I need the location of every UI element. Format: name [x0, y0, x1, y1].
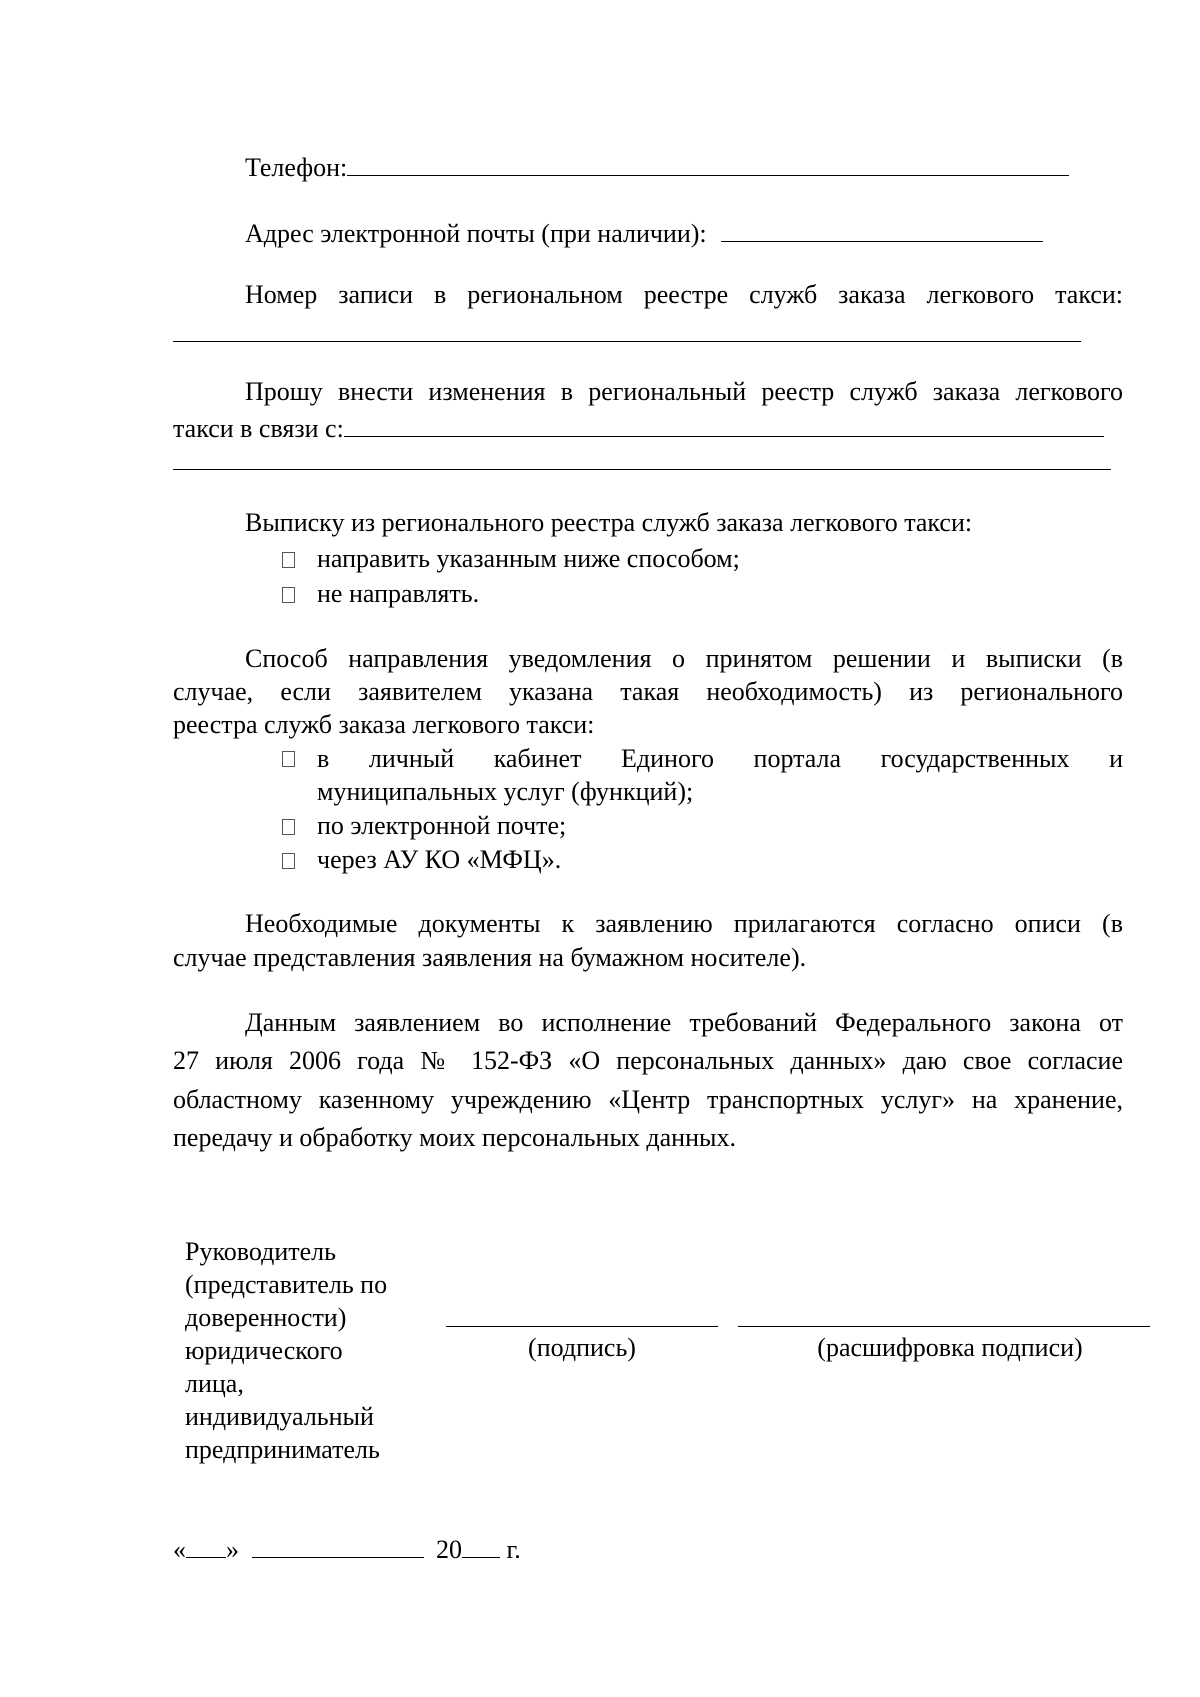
phone-row	[173, 149, 1123, 184]
email-input-line[interactable]	[721, 215, 1043, 242]
change-request-line1: Прошу внести изменения в региональный реестр служб заказа легкового	[245, 377, 1123, 406]
date-year-suffix: г.	[506, 1535, 521, 1564]
email-row	[173, 215, 1123, 250]
extract-option-send[interactable]	[282, 543, 740, 575]
notification-method-line1: Способ направления уведомления о принятом решении и выписки (в	[245, 644, 1123, 673]
notification-option-portal-line2: муниципальных услуг (функций);	[317, 777, 694, 806]
signature-decoding-caption: (расшифровка подписи)	[817, 1333, 1083, 1362]
notification-method-line2: случае, если заявителем указана такая необходимость) из регионального	[173, 677, 1123, 706]
documents-line1: Необходимые документы к заявлению прилагаются согласно описи (в	[245, 909, 1123, 938]
extract-heading: Выписку из регионального реестра служб заказа легкового такси:	[245, 508, 973, 537]
notification-option-mfc[interactable]	[282, 844, 561, 876]
checkbox-icon[interactable]	[282, 587, 295, 603]
checkbox-icon[interactable]	[282, 853, 295, 869]
date-close-quote: »	[226, 1535, 239, 1564]
signature-decoding-input-line[interactable]	[738, 1326, 1150, 1327]
consent-line2: 27 июля 2006 года № 152-ФЗ «О персональных данных» даю свое согласие	[173, 1046, 1123, 1075]
change-reason-input-line-2[interactable]	[173, 469, 1111, 470]
signatory-label-line: юридического	[185, 1336, 343, 1365]
signatory-label-line: (представитель по	[185, 1270, 388, 1299]
notification-option-mfc-label: через АУ КО «МФЦ».	[317, 845, 562, 874]
registry-record-input-line[interactable]	[173, 341, 1081, 342]
signatory-label-line: предприниматель	[185, 1435, 380, 1464]
consent-line3: областному казенному учреждению «Центр транспортных услуг» на хранение,	[173, 1085, 1123, 1114]
notification-method-line3: реестра служб заказа легкового такси:	[173, 710, 595, 739]
date-open-quote: «	[173, 1535, 186, 1564]
notification-option-portal-line1: в личный кабинет Единого портала государственных и	[317, 744, 1123, 773]
documents-line2: случае представления заявления на бумажном носителе).	[173, 943, 807, 972]
notification-option-email-label: по электронной почте;	[317, 811, 567, 840]
date-year-prefix: 20	[436, 1535, 462, 1564]
email-label: Адрес электронной почты (при наличии):	[245, 219, 707, 248]
phone-label: Телефон:	[245, 153, 348, 182]
notification-option-email[interactable]	[282, 810, 566, 842]
extract-option-do-not-send-label: не направлять.	[317, 579, 480, 608]
checkbox-icon[interactable]	[282, 552, 295, 568]
date-row	[173, 1531, 521, 1566]
signatory-label-line: доверенности)	[185, 1303, 347, 1332]
signatory-label	[185, 1235, 425, 1466]
checkbox-icon[interactable]	[282, 819, 295, 835]
notification-option-portal[interactable]	[282, 743, 1123, 775]
date-day-input-line[interactable]	[186, 1531, 226, 1558]
date-year-input-line[interactable]	[462, 1531, 500, 1558]
change-reason-input-line[interactable]	[344, 410, 1104, 437]
signature-caption: (подпись)	[528, 1333, 636, 1362]
registry-record-label: Номер записи в региональном реестре служб заказа легкового такси:	[245, 280, 1123, 309]
signatory-label-line: индивидуальный	[185, 1402, 374, 1431]
extract-option-send-label: направить указанным ниже способом;	[317, 544, 740, 573]
extract-option-do-not-send[interactable]	[282, 578, 479, 610]
phone-input-line[interactable]	[347, 149, 1069, 176]
signatory-label-line: Руководитель	[185, 1237, 336, 1266]
signatory-label-line: лица,	[185, 1369, 244, 1398]
change-request-line2	[173, 410, 1123, 445]
consent-line1: Данным заявлением во исполнение требований Федерального закона от	[245, 1008, 1123, 1037]
date-month-input-line[interactable]	[252, 1531, 424, 1558]
change-request-prefix: такси в связи с:	[173, 414, 344, 443]
checkbox-icon[interactable]	[282, 751, 295, 767]
signature-input-line[interactable]	[446, 1326, 718, 1327]
consent-line4: передачу и обработку моих персональных данных.	[173, 1123, 736, 1152]
